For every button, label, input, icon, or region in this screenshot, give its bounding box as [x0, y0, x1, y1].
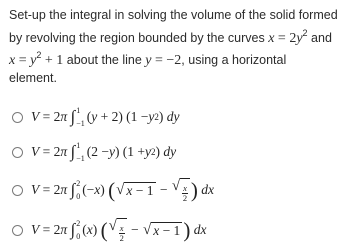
axis-of-rotation: y — [145, 53, 152, 69]
radio-a[interactable] — [12, 112, 23, 123]
option-b[interactable]: V = 2 π ∫ 1 −1 (2 − y ) (1 + y 2 ) dy — [12, 140, 342, 164]
option-a[interactable]: V = 2 π ∫ 1 −1 ( y + 2) (1 − y 2 ) dy — [12, 105, 342, 129]
question-line-3-post: , using a horizontal — [181, 53, 287, 68]
question-line-3-mid: about the line — [63, 53, 146, 68]
curve-2: x — [9, 53, 16, 69]
option-d[interactable]: V = 2 π ∫ 2 0 ( x ) ( √ $\frac{x}{2}$ − √ x − 1 ) dx — [12, 218, 342, 242]
question-line-2: by revolving the region bounded by the curves — [9, 30, 269, 45]
question-text: Set-up the integral in solving the volume of the solid formed by revolving the region bounded by the curves $x = 2y^2$ and $x = y^2 + 1$ about the line y = −2, using a horizontal element. — [9, 8, 338, 85]
question-line-1: Set-up the integral in solving the volume of the solid formed — [9, 8, 338, 22]
radio-d[interactable] — [12, 225, 23, 236]
curve-1: x — [268, 30, 275, 46]
radio-c[interactable] — [12, 185, 23, 196]
option-c[interactable]: V = 2 π ∫ 2 0 (− x ) ( √ x − 1 − √ $\frac{x}{2}$ ) dx — [12, 178, 342, 202]
radio-b[interactable] — [12, 147, 23, 158]
question-line-4: element. — [9, 70, 57, 85]
